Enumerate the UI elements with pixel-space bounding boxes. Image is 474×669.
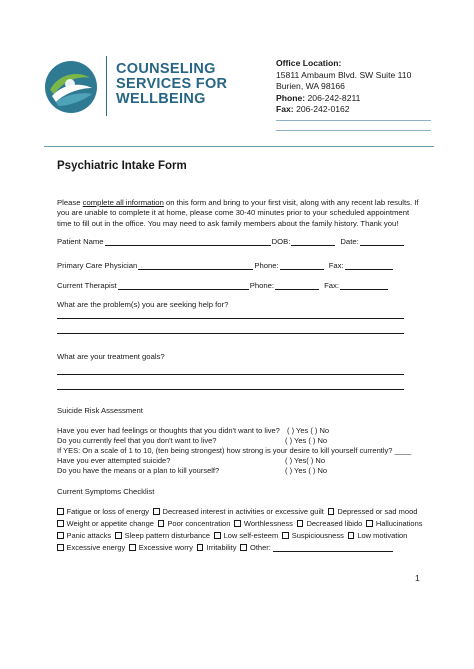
suicide-q1-text: Have you ever had feelings or thoughts that you didn't want to live?: [57, 426, 280, 435]
symptom-label: Decreased interest in activities or excessive guilt: [162, 507, 324, 516]
intro-underlined: complete all information: [82, 198, 164, 207]
symptom-label: Depressed or sad mood: [337, 507, 418, 516]
other-symptom-field[interactable]: [273, 544, 393, 552]
symptoms-row-3: [57, 531, 407, 540]
office-info: [276, 58, 411, 116]
suicide-q3: [57, 446, 417, 455]
pcp-fax-field[interactable]: [345, 262, 393, 270]
office-address-2: Burien, WA 98166: [276, 81, 345, 92]
symptom-checkbox[interactable]: [297, 519, 362, 528]
suicide-q4-options[interactable]: ( ) Yes( ) No: [285, 456, 326, 465]
office-rule-2: [276, 130, 431, 131]
checkbox-icon: [57, 508, 64, 515]
suicide-q2-text: Do you currently feel that you don't want to live?: [57, 436, 217, 445]
checkbox-icon: [129, 544, 136, 551]
dob-label: DOB:: [271, 237, 291, 246]
office-phone-label: Phone:: [276, 92, 306, 103]
suicide-heading: Suicide Risk Assessment: [57, 406, 143, 415]
therapist-phone-field[interactable]: [275, 282, 319, 290]
suicide-q1: [57, 426, 417, 435]
patient-name-label: Patient Name: [57, 237, 104, 246]
symptom-checkbox[interactable]: [129, 543, 193, 552]
pcp-phone-field[interactable]: [280, 262, 324, 270]
wellbeing-logo-icon: [44, 60, 98, 114]
symptom-checkbox[interactable]: [234, 519, 293, 528]
symptom-checkbox[interactable]: [197, 543, 237, 552]
symptom-label: Hallucinations: [375, 519, 423, 528]
office-fax: 206-242-0162: [296, 104, 350, 115]
therapist-fax-label: Fax:: [324, 281, 340, 290]
checkbox-icon: [57, 520, 64, 527]
patient-row: [57, 237, 405, 246]
problems-question: What are the problem(s) you are seeking help for?: [57, 300, 229, 309]
symptom-checkbox[interactable]: [153, 507, 324, 516]
symptom-label: Panic attacks: [66, 531, 112, 540]
symptom-label: Fatigue or loss of energy: [66, 507, 150, 516]
checkbox-icon: [57, 532, 64, 539]
office-rule-1: [276, 120, 431, 121]
goals-answer-line-1[interactable]: [57, 374, 404, 375]
checkbox-icon: [57, 544, 64, 551]
symptom-label: Decreased libido: [306, 519, 363, 528]
logo-divider: [106, 56, 107, 116]
suicide-q4: [57, 456, 417, 465]
checkbox-icon: [328, 508, 335, 515]
symptom-label: Suspiciousness: [291, 531, 344, 540]
symptom-label: Other:: [249, 543, 271, 552]
symptom-checkbox[interactable]: [214, 531, 278, 540]
pcp-row: [57, 261, 394, 270]
problems-answer-line-2[interactable]: [57, 333, 404, 334]
symptom-label: Irritability: [206, 543, 237, 552]
pcp-fax-label: Fax:: [328, 261, 344, 270]
symptom-checkbox[interactable]: [57, 543, 125, 552]
suicide-q5: [57, 466, 417, 475]
symptom-label: Excessive worry: [138, 543, 193, 552]
intro-pre: Please: [57, 198, 83, 207]
checkbox-icon: [234, 520, 241, 527]
intro-post: on this form and bring to your first visit, along with any recent lab results. If you are unable to complete it at home, please come 30-40 minutes prior to your scheduled appointment time to fill out in the office. You may need to ask family members about the family history. Thank you!: [57, 198, 419, 228]
suicide-q2: [57, 436, 417, 445]
form-title: Psychiatric Intake Form: [57, 160, 187, 172]
symptom-checkbox[interactable]: [282, 531, 344, 540]
header-rule: [44, 146, 434, 147]
symptoms-row-2: [57, 519, 423, 528]
suicide-q5-options[interactable]: ( ) Yes ( ) No: [285, 466, 328, 475]
page-number: 1: [415, 573, 420, 583]
checkbox-icon: [282, 532, 289, 539]
patient-name-field[interactable]: [105, 238, 271, 246]
dob-field[interactable]: [291, 238, 335, 246]
symptom-checkbox[interactable]: [328, 507, 418, 516]
goals-answer-line-2[interactable]: [57, 389, 404, 390]
brand-line-1: COUNSELING: [116, 61, 216, 77]
therapist-phone-label: Phone:: [249, 281, 275, 290]
office-heading: Office Location:: [276, 58, 342, 68]
goals-question: What are your treatment goals?: [57, 352, 165, 361]
suicide-q5-text: Do you have the means or a plan to kill yourself?: [57, 466, 220, 475]
checkbox-icon: [197, 544, 204, 551]
date-label: Date:: [340, 237, 359, 246]
therapist-row: [57, 281, 389, 290]
symptom-checkbox[interactable]: [57, 507, 149, 516]
symptom-label: Low motivation: [357, 531, 408, 540]
checkbox-icon: [214, 532, 221, 539]
checkbox-icon: [240, 544, 247, 551]
symptom-checkbox[interactable]: [158, 519, 230, 528]
symptom-checkbox-other[interactable]: [240, 543, 393, 552]
brand-line-3: WELLBEING: [116, 91, 206, 107]
symptom-label: Low self-esteem: [223, 531, 279, 540]
symptoms-heading: Current Symptoms Checklist: [57, 487, 155, 496]
checkbox-icon: [297, 520, 304, 527]
brand-name: [116, 62, 227, 107]
symptom-label: Worthlessness: [243, 519, 293, 528]
symptom-checkbox[interactable]: [57, 519, 154, 528]
symptoms-row-4: [57, 543, 394, 552]
office-fax-label: Fax:: [276, 104, 294, 115]
intro-paragraph: [57, 198, 423, 229]
suicide-q1-options[interactable]: ( ) Yes ( ) No: [287, 426, 330, 435]
suicide-q4-text: Have you ever attempted suicide?: [57, 456, 171, 465]
therapist-label: Current Therapist: [57, 281, 117, 290]
symptom-checkbox[interactable]: [366, 519, 422, 528]
checkbox-icon: [115, 532, 122, 539]
symptom-checkbox[interactable]: [115, 531, 210, 540]
symptom-checkbox[interactable]: [57, 531, 111, 540]
therapist-field[interactable]: [118, 282, 249, 290]
symptom-label: Weight or appetite change: [66, 519, 154, 528]
suicide-q3-text[interactable]: If YES: On a scale of 1 to 10, (ten being strongest) how strong is your desire to kill yourself currently? ____: [57, 446, 412, 455]
brand-line-2: SERVICES FOR: [116, 76, 228, 92]
checkbox-icon: [153, 508, 160, 515]
symptom-checkbox[interactable]: [348, 531, 408, 540]
office-phone: 206-242-8211: [307, 92, 361, 103]
therapist-fax-field[interactable]: [340, 282, 388, 290]
office-address-1: 15811 Ambaum Blvd. SW Suite 110: [276, 69, 412, 80]
symptom-label: Sleep pattern disturbance: [124, 531, 211, 540]
checkbox-icon: [158, 520, 165, 527]
date-field[interactable]: [360, 238, 404, 246]
pcp-phone-label: Phone:: [254, 261, 279, 270]
checkbox-icon: [348, 532, 355, 539]
checkbox-icon: [366, 520, 373, 527]
symptoms-row-1: [57, 507, 417, 516]
symptom-label: Excessive energy: [66, 543, 126, 552]
pcp-field[interactable]: [138, 262, 253, 270]
symptom-label: Poor concentration: [167, 519, 231, 528]
suicide-q2-options[interactable]: ( ) Yes ( ) No: [285, 436, 328, 445]
pcp-label: Primary Care Physician: [57, 261, 138, 270]
problems-answer-line-1[interactable]: [57, 318, 404, 319]
